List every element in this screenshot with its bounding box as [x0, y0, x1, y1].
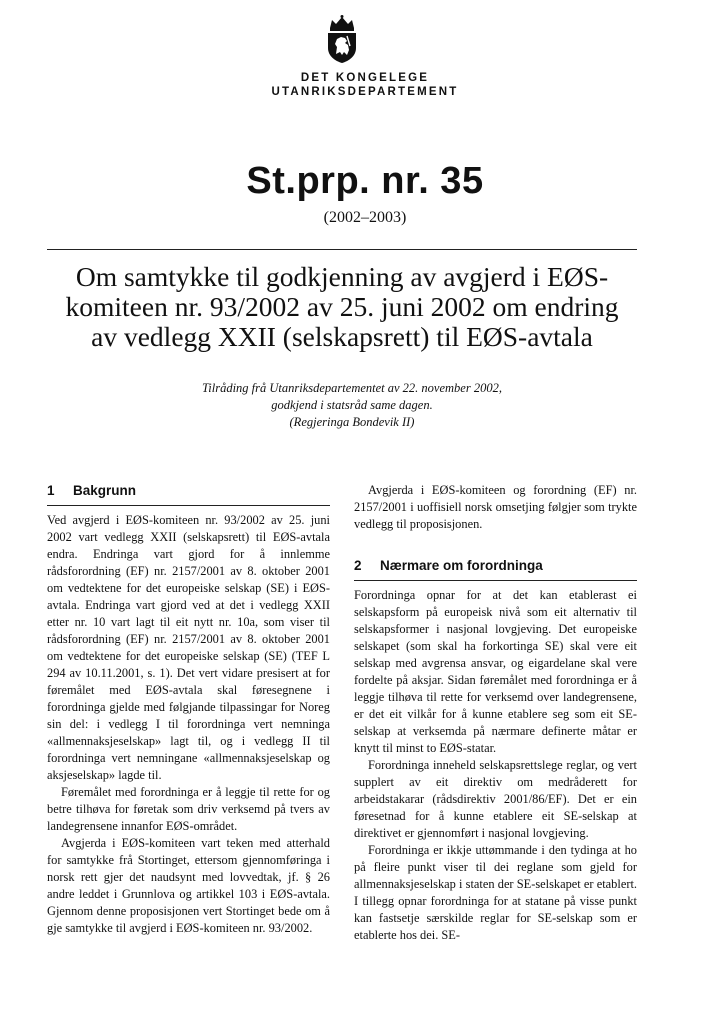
recommendation-line: Tilråding frå Utanriksdepartementet av 22. november 2002, — [202, 381, 502, 395]
title-line: av vedlegg XXII (selskapsrett) til EØS-avtala — [91, 321, 593, 352]
section-number: 1 — [47, 483, 55, 498]
ministry-name-line2: UTANRIKSDEPARTEMENT — [271, 86, 459, 98]
body-paragraph: Avgjerda i EØS-komiteen vart teken med atterhald for samtykke frå Stortinget, ettersom gjennomføringa i norsk rett gjer det naudsynt med lovvedtak, jf. § 26 andre leddet i Grunnlova og artikkel 103 i EØS-avtala. Gjennom denne proposisjonen vert Stortinget bede om å gje samtykke til avgjerd i EØS-komiteen nr. 93/2002. — [47, 836, 330, 935]
section-heading — [47, 482, 330, 506]
section-title: Bakgrunn — [73, 483, 137, 498]
body-paragraph: Ved avgjerd i EØS-komiteen nr. 93/2002 av 25. juni 2002 vart vedlegg XXII (selskapsrett) til EØS-avtala endra. Endringa vart gjord for å innlemme rådsforordning (EF) nr. 2157/2001 av 8. oktober 2001 om vedtektene for det europeiske selskap (SE) i EØS-avtala. Endringa vart gjord ved at det i vedlegg XXII etter nr. 10 vart lagt til eit nytt nr. 10a, som viser til rådsforordning (EF) nr. 2157/2001 av 8. oktober 2001 om vedtektene for det europeiske selskap (SE) (TEF L 294 av 10.11.2001, s. 1). Det vert vidare presisert at for føremålet med EØS-avtala skal føresegnene i forordninga gjelde med følgjande tilpassingar for Noreg sin del: i vedlegg I til forordninga vert nemninga «allmennaksjeselskap» lagt til, og i vedlegg II til forordninga vert nemningane «allmennaksjeselskap og aksjeselskap» lagde til. — [47, 513, 330, 782]
right-column — [354, 482, 637, 944]
recommendation-line: (Regjeringa Bondevik II) — [289, 415, 415, 429]
title-line: Om samtykke til godkjenning av avgjerd i EØS- — [75, 261, 609, 292]
recommendation-note — [47, 380, 637, 431]
section-heading — [354, 557, 637, 581]
body-paragraph: Avgjerda i EØS-komiteen og forordning (EF) nr. 2157/2001 i uoffisiell norsk omsetjing følgjer som trykte vedlegg til proposisjonen. — [354, 483, 637, 531]
document-number: St.prp. nr. 35 — [246, 160, 484, 202]
body-paragraph: Føremålet med forordninga er å leggje til rette for og betre tilhøva for føretak som driv verksemd på tvers av landegrensene innanfor EØS-området. — [47, 785, 330, 833]
recommendation-line: godkjend i statsråd same dagen. — [271, 398, 433, 412]
document-session-year: (2002–2003) — [323, 209, 407, 226]
body-paragraph: Forordninga er ikkje uttømmande i den tydinga at ho på fleire punkt viser til dei reglane som gjeld for allmennaksjeselskap i staten der SE-selskapet er etablert. I tillegg opnar forordninga for at statane på visse punkt kan fastsetje særskilde reglar for SE-selskap som er etablerte hos dei. SE- — [354, 843, 637, 942]
section-number: 2 — [354, 558, 362, 573]
title-line: komiteen nr. 93/2002 av 25. juni 2002 om endring — [65, 291, 619, 322]
document-title — [47, 262, 637, 352]
section-spacer — [354, 533, 637, 557]
left-column — [47, 482, 330, 937]
section-title: Nærmare om forordninga — [380, 558, 543, 573]
title-divider — [47, 249, 637, 250]
body-paragraph: Forordninga inneheld selskapsrettslege reglar, og vert supplert av eit direktiv om medråderett for arbeidstakarar (rådsdirektiv 2001/86/EF). Det er ein føresetnad for å kunne etablere eit SE-selskap at direktivet er gjennomført i nasjonal lovgjeving. — [354, 758, 637, 840]
body-paragraph: Forordninga opnar for at det kan etablerast ei selskapsform på europeisk nivå som eit alternativ til selskapsformer i nasjonal lovgjeving. Det europeiske selskapet (som skal ha forkortinga SE) skal vere eit selskap med avgrensa ansvar, og eigardelane skal vere fordelte på aksjar. Sidan føremålet med forordninga er å leggje tilhøva til rette for verksemd over landegrensene, er det eit vilkår for å kunne etablere seg som eit SE-selskap at verksemda på nærmare definerte måtar er knytt til minst to EØS-statar. — [354, 588, 637, 755]
ministry-name-line1: DET KONGELEGE — [300, 72, 430, 84]
norwegian-coat-of-arms-icon — [318, 14, 366, 64]
